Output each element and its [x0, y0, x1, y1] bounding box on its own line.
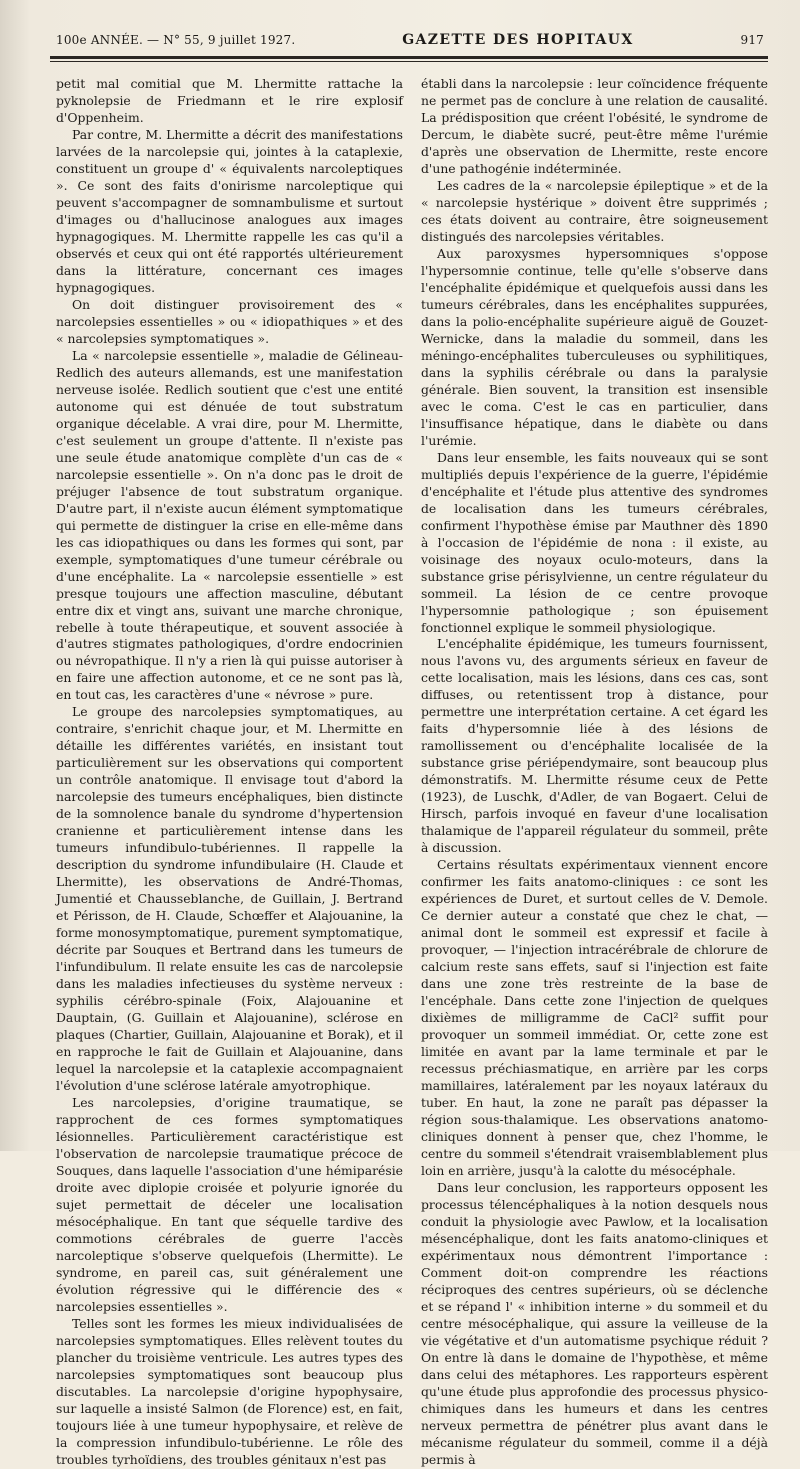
running-head	[44, 18, 774, 54]
page-number: 917	[740, 33, 764, 47]
paragraph: L'encéphalite épidémique, les tumeurs fournissent, nous l'avons vu, des arguments sérieux en faveur de cette localisation, mais les lésions, dans ces cas, sont diffuses, ou retentissent trop à distance, pour permettre une interprétation certaine. A cet égard les faits d'hypersomnie liée à des lésions de ramollissement ou d'encéphalite localisée de la substance grise périépendymaire, sont beaucoup plus démonstratifs. M. Lhermitte résume ceux de Pette (1923), de Luschk, d'Adler, de van Bogaert. Celui de Hirsch, parfois invoqué en faveur d'une localisation thalamique de l'appareil régulateur du sommeil, prête à discussion.	[421, 636, 768, 856]
issue-line: 100e ANNÉE. — N° 55, 9 juillet 1927.	[56, 33, 296, 47]
paragraph: Dans leur conclusion, les rapporteurs opposent les processus télencéphaliques à la notion desquels nous conduit la physiologie avec Pawlow, et la localisation mésencéphalique, dont les faits anatomo-cliniques et expérimentaux nous démontrent l'importance : Comment doit-on comprendre les réactions réciproques des centres supérieurs, où se déclenche et se répand l' « inhibition interne » du sommeil et du centre mésocéphalique, qui assure la veilleuse de la vie végétative et d'un automatisme psychique réduit ? On entre là dans le domaine de l'hypothèse, et même dans celui des métaphores. Les rapporteurs espèrent qu'une étude plus approfondie des processus physico-chimiques dans les humeurs et dans les centres nerveux permettra de pénétrer plus avant dans le mécanisme régulateur du sommeil, comme il a déjà permis à	[421, 1179, 768, 1467]
paragraph: Dans leur ensemble, les faits nouveaux qui se sont multipliés depuis l'expérience de la guerre, l'épidémie d'encéphalite et l'étude plus attentive des syndromes de localisation dans les tumeurs cérébrales, confirment l'hypothèse émise par Mauthner dès 1890 à l'occasion de l'épidémie de nona : il existe, au voisinage des noyaux oculo-moteurs, dans la substance grise périsylvienne, un centre régulateur du sommeil. La lésion de ce centre provoque l'hypersomnie pathologique ; son épuisement fonctionnel explique le sommeil physiologique.	[421, 449, 768, 635]
paragraph: Les narcolepsies, d'origine traumatique, se rapprochent de ces formes symptomatiques lésionnelles. Particulièrement caractéristique est l'observation de narcolepsie traumatique précoce de Souques, dans laquelle l'association d'une hémiparésie droite avec diplopie croisée et polyurie ignorée du sujet permettait de déceler une localisation mésocéphalique. En tant que séquelle tardive des commotions cérébrales de guerre l'accès narcoleptique s'observe quelquefois (Lhermitte). Le syndrome, en pareil cas, suit généralement une évolution régressive qui le différencie des « narcolepsies essentielles ».	[56, 1095, 403, 1314]
paragraph: Telles sont les formes les mieux individualisées de narcolepsies symptomatiques. Elles relèvent toutes du plancher du troisième ventricule. Les autres types des narcolepsies symptomatiques sont beaucoup plus discutables. La narcolepsie d'origine hypophysaire, sur laquelle a insisté Salmon (de Florence) est, en fait, toujours liée à une tumeur hypophysaire, et relève de la compression infundibulo-tubérienne. Le rôle des troubles tyrhoïdiens, des troubles génitaux n'est pas	[56, 1315, 403, 1467]
paragraph: petit mal comitial que M. Lhermitte rattache la pyknolepsie de Friedmann et le rire explosif d'Oppenheim.	[56, 76, 403, 125]
paragraph: Le groupe des narcolepsies symptomatiques, au contraire, s'enrichit chaque jour, et M. Lhermitte en détaille les différentes variétés, en insistant tout particulièrement sur les observations qui comportent un contrôle anatomique. Il envisage tout d'abord la narcolepsie des tumeurs encéphaliques, bien distincte de la somnolence banale du syndrome d'hypertension cranienne et particulièrement intense dans les tumeurs infundibulo-tubériennes. Il rappelle la description du syndrome infundibulaire (H. Claude et Lhermitte), les observations de André-Thomas, Jumentié et Chausseblanche, de Guillain, J. Bertrand et Périsson, de H. Claude, Schœffer et Alajouanine, la forme monosymptomatique, purement symptomatique, décrite par Souques et Bertrand dans les tumeurs de l'infundibulum. Il relate ensuite les cas de narcolepsie dans les maladies infectieuses du système nerveux : syphilis cérébro-spinale (Foix, Alajouanine et Dauptain, (G. Guillain et Alajouanine), sclérose en plaques (Chartier, Guillain, Alajouanine et Borak), et il en rapproche le fait de Guillain et Alajouanine, dans lequel la narcolepsie et la cataplexie accompagnaient l'évolution d'une sclérose latérale amyotrophique.	[56, 704, 403, 1094]
paragraph: On doit distinguer provisoirement des « narcolepsies essentielles » ou « idiopathiques » et des « narcolepsies symptomatiques ».	[56, 296, 403, 346]
journal-title: GAZETTE DES HOPITAUX	[402, 32, 634, 48]
text-columns	[44, 76, 774, 1467]
paragraph: établi dans la narcolepsie : leur coïncidence fréquente ne permet pas de conclure à une relation de causalité. La prédisposition que créent l'obésité, le syndrome de Dercum, le diabète sucré, peut-être même l'urémie d'après une observation de Lhermitte, reste encore d'une pathogénie indéterminée.	[421, 76, 768, 176]
paragraph: Les cadres de la « narcolepsie épileptique » et de la « narcolepsie hystérique » doivent être supprimés ; ces états doivent au contraire, être soigneusement distingués des narcolepsies véritables.	[421, 177, 768, 244]
left-column	[56, 76, 403, 1467]
header-rule	[50, 56, 768, 62]
paragraph: La « narcolepsie essentielle », maladie de Gélineau-Redlich des auteurs allemands, est une manifestation nerveuse isolée. Redlich soutient que c'est une entité autonome qui est dénuée de tout substratum organique décelable. A vrai dire, pour M. Lhermitte, c'est seulement un groupe d'attente. Il n'existe pas une seule étude anatomique complète d'un cas de « narcolepsie essentielle ». On n'a donc pas le droit de préjuger l'absence de tout substratum organique. D'autre part, il n'existe aucun élément symptomatique qui permette de distinguer la crise en elle-même dans les cas idiopathiques ou dans les formes qui sont, par exemple, symptomatiques d'une tumeur cérébrale ou d'une encéphalite. La « narcolepsie essentielle » est presque toujours une affection masculine, débutant entre dix et vingt ans, suivant une marche chronique, rebelle à toute thérapeutique, et souvent associée à d'autres stigmates pathologiques, d'ordre endocrinien ou névropathique. Il n'y a rien là qui puisse autoriser à en faire une affection autonome, et ce ne sont pas là, en tout cas, les caractères d'une « névrose » pure.	[56, 347, 403, 703]
paragraph: Par contre, M. Lhermitte a décrit des manifestations larvées de la narcolepsie qui, jointes à la cataplexie, constituent un groupe d' « équivalents narcoleptiques ». Ce sont des faits d'onirisme narcoleptique qui peuvent s'accompagner de somnambulisme et surtout d'images ou d'hallucinose analogues aux images hypnagogiques. M. Lhermitte rappelle les cas qu'il a observés et ceux qui ont été rapportés ultérieurement dans la littérature, concernant ces images hypnagogiques.	[56, 126, 403, 295]
paragraph: Aux paroxysmes hypersomniques s'oppose l'hypersomnie continue, telle qu'elle s'observe dans l'encéphalite épidémique et quelquefois aussi dans les tumeurs cérébrales, dans les encéphalites suppurées, dans la polio-encéphalite supérieure aiguë de Gouzet-Wernicke, dans la maladie du sommeil, dans les méningo-encéphalites tuberculeuses ou syphilitiques, dans la syphilis cérébrale ou dans la paralysie générale. Bien souvent, la transition est insensible avec le coma. C'est le cas en particulier, dans l'insuffisance hépatique, dans le diabète ou dans l'urémie.	[421, 245, 768, 448]
paragraph: Certains résultats expérimentaux viennent encore confirmer les faits anatomo-cliniques : ce sont les expériences de Duret, et surtout celles de V. Demole. Ce dernier auteur a constaté que chez le chat, — animal dont le sommeil est expressif et facile à provoquer, — l'injection intracérébrale de chlorure de calcium reste sans effets, sauf si l'injection est faite dans une zone très restreinte de la base de l'encéphale. Dans cette zone l'injection de quelques dixièmes de milligramme de CaCl² suffit pour provoquer un sommeil immédiat. Or, cette zone est limitée en avant par la lame terminale et par le recessus préchiasmatique, en arrière par les corps mamillaires, latéralement par les noyaux latéraux du tuber. En haut, la zone ne paraît pas dépasser la région sous-thalamique. Les observations anatomo-cliniques donnent à penser que, chez l'homme, le centre du sommeil s'étendrait vraisemblablement plus loin en arrière, jusqu'à la calotte du mésocéphale.	[421, 857, 768, 1178]
right-column	[421, 76, 768, 1467]
